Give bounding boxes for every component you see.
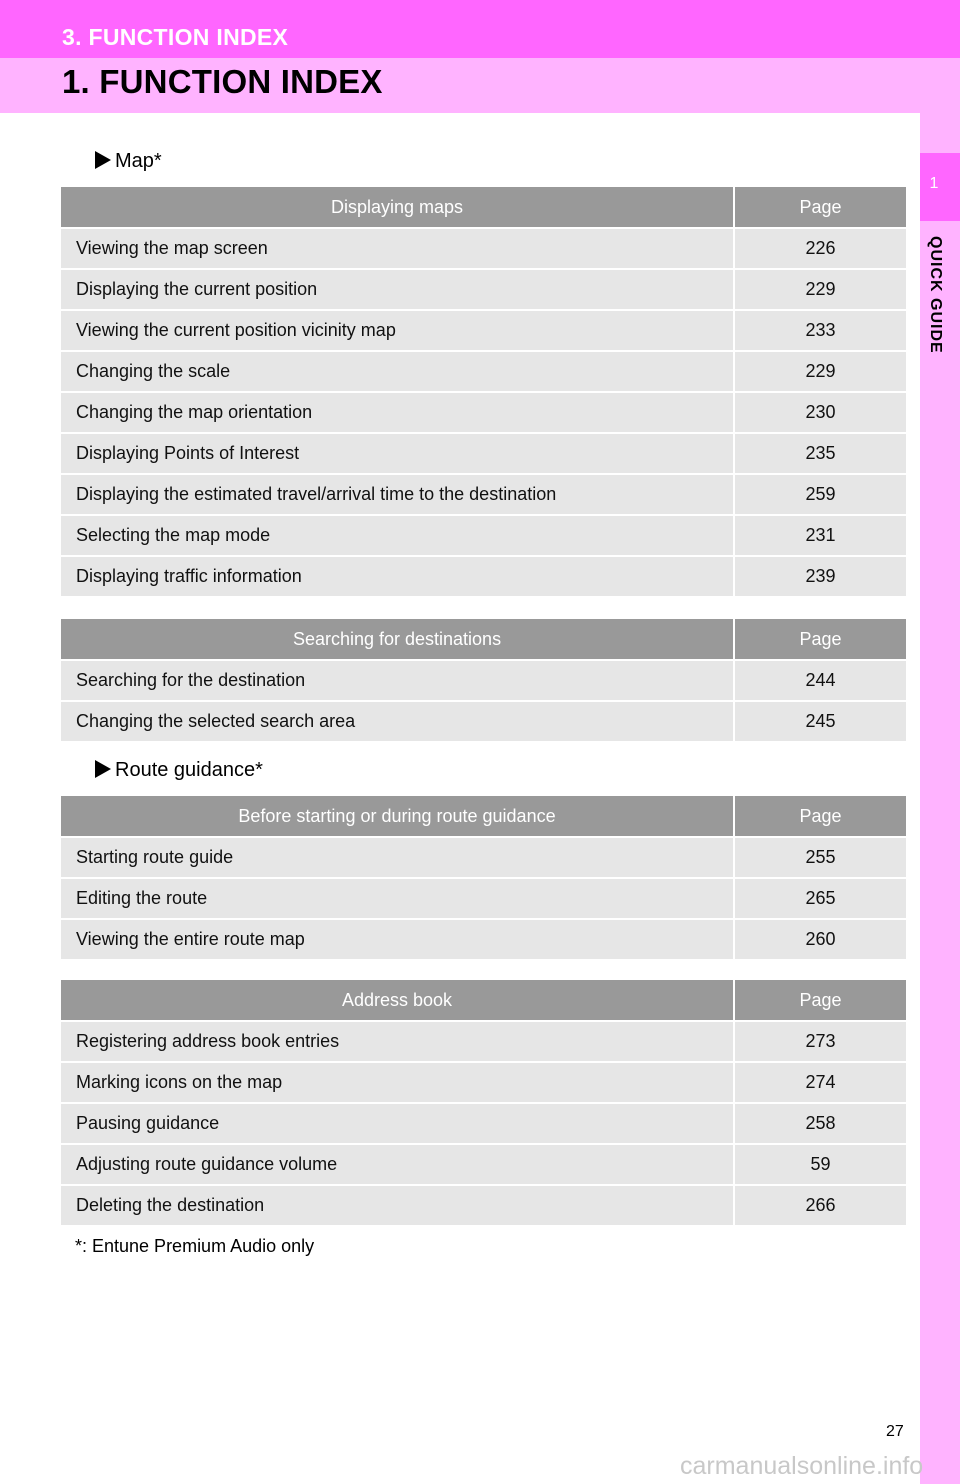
row-page: 235 (734, 433, 906, 474)
row-item: Editing the route (61, 878, 734, 919)
side-tab-label: QUICK GUIDE (927, 236, 944, 354)
row-page: 260 (734, 919, 906, 960)
column-header-page: Page (734, 187, 906, 228)
row-item: Displaying Points of Interest (61, 433, 734, 474)
row-page: 229 (734, 269, 906, 310)
table-row (61, 228, 906, 269)
footnote: *: Entune Premium Audio only (75, 1236, 315, 1256)
row-page: 230 (734, 392, 906, 433)
row-item: Adjusting route guidance volume (61, 1144, 734, 1185)
column-header-topic: Before starting or during route guidance (61, 796, 734, 837)
table-displaying-maps (61, 187, 906, 598)
row-item: Pausing guidance (61, 1103, 734, 1144)
row-page: 255 (734, 837, 906, 878)
table-header-row (61, 980, 906, 1021)
table-header-row (61, 187, 906, 228)
table-route-guidance (61, 796, 906, 961)
row-item: Registering address book entries (61, 1021, 734, 1062)
row-page: 266 (734, 1185, 906, 1226)
triangle-bullet-icon (95, 760, 111, 778)
section-heading-route-guidance (95, 759, 263, 782)
row-page: 59 (734, 1144, 906, 1185)
page-number: 27 (886, 1423, 904, 1440)
row-item: Displaying the estimated travel/arrival time to the destination (61, 474, 734, 515)
table-address-book (61, 980, 906, 1227)
column-header-topic: Searching for destinations (61, 619, 734, 660)
row-item: Selecting the map mode (61, 515, 734, 556)
column-header-page: Page (734, 796, 906, 837)
table-row (61, 392, 906, 433)
row-item: Displaying the current position (61, 269, 734, 310)
section-heading-text: Map* (115, 150, 162, 172)
table-row (61, 433, 906, 474)
column-header-page: Page (734, 980, 906, 1021)
row-item: Deleting the destination (61, 1185, 734, 1226)
table-row (61, 1185, 906, 1226)
table-row (61, 269, 906, 310)
row-item: Searching for the destination (61, 660, 734, 701)
section-heading-text: Route guidance* (115, 759, 263, 781)
row-page: 274 (734, 1062, 906, 1103)
row-item: Viewing the map screen (61, 228, 734, 269)
row-item: Changing the scale (61, 351, 734, 392)
side-tab-number: 1 (929, 175, 939, 192)
row-page: 258 (734, 1103, 906, 1144)
column-header-topic: Displaying maps (61, 187, 734, 228)
table-row (61, 474, 906, 515)
table-row (61, 1021, 906, 1062)
table-row (61, 310, 906, 351)
table-header-row (61, 796, 906, 837)
row-page: 259 (734, 474, 906, 515)
column-header-topic: Address book (61, 980, 734, 1021)
row-page: 226 (734, 228, 906, 269)
row-item: Changing the map orientation (61, 392, 734, 433)
row-page: 245 (734, 701, 906, 742)
row-item: Viewing the current position vicinity map (61, 310, 734, 351)
table-row (61, 1144, 906, 1185)
row-page: 265 (734, 878, 906, 919)
table-row (61, 1062, 906, 1103)
table-row (61, 701, 906, 742)
row-item: Marking icons on the map (61, 1062, 734, 1103)
row-page: 231 (734, 515, 906, 556)
chapter-title: 3. FUNCTION INDEX (62, 24, 289, 50)
row-item: Starting route guide (61, 837, 734, 878)
table-row (61, 351, 906, 392)
watermark-text: carmanualsonline.info (680, 1452, 924, 1480)
row-page: 229 (734, 351, 906, 392)
row-page: 233 (734, 310, 906, 351)
table-row (61, 1103, 906, 1144)
row-page: 239 (734, 556, 906, 597)
table-header-row (61, 619, 906, 660)
row-item: Viewing the entire route map (61, 919, 734, 960)
row-item: Changing the selected search area (61, 701, 734, 742)
triangle-bullet-icon (95, 151, 111, 169)
table-row (61, 515, 906, 556)
table-row (61, 837, 906, 878)
row-page: 244 (734, 660, 906, 701)
page-title: 1. FUNCTION INDEX (62, 63, 383, 100)
table-row (61, 660, 906, 701)
table-searching-destinations (61, 619, 906, 743)
row-item: Displaying traffic information (61, 556, 734, 597)
section-heading-map (95, 150, 162, 173)
table-row (61, 556, 906, 597)
table-row (61, 919, 906, 960)
column-header-page: Page (734, 619, 906, 660)
row-page: 273 (734, 1021, 906, 1062)
table-row (61, 878, 906, 919)
